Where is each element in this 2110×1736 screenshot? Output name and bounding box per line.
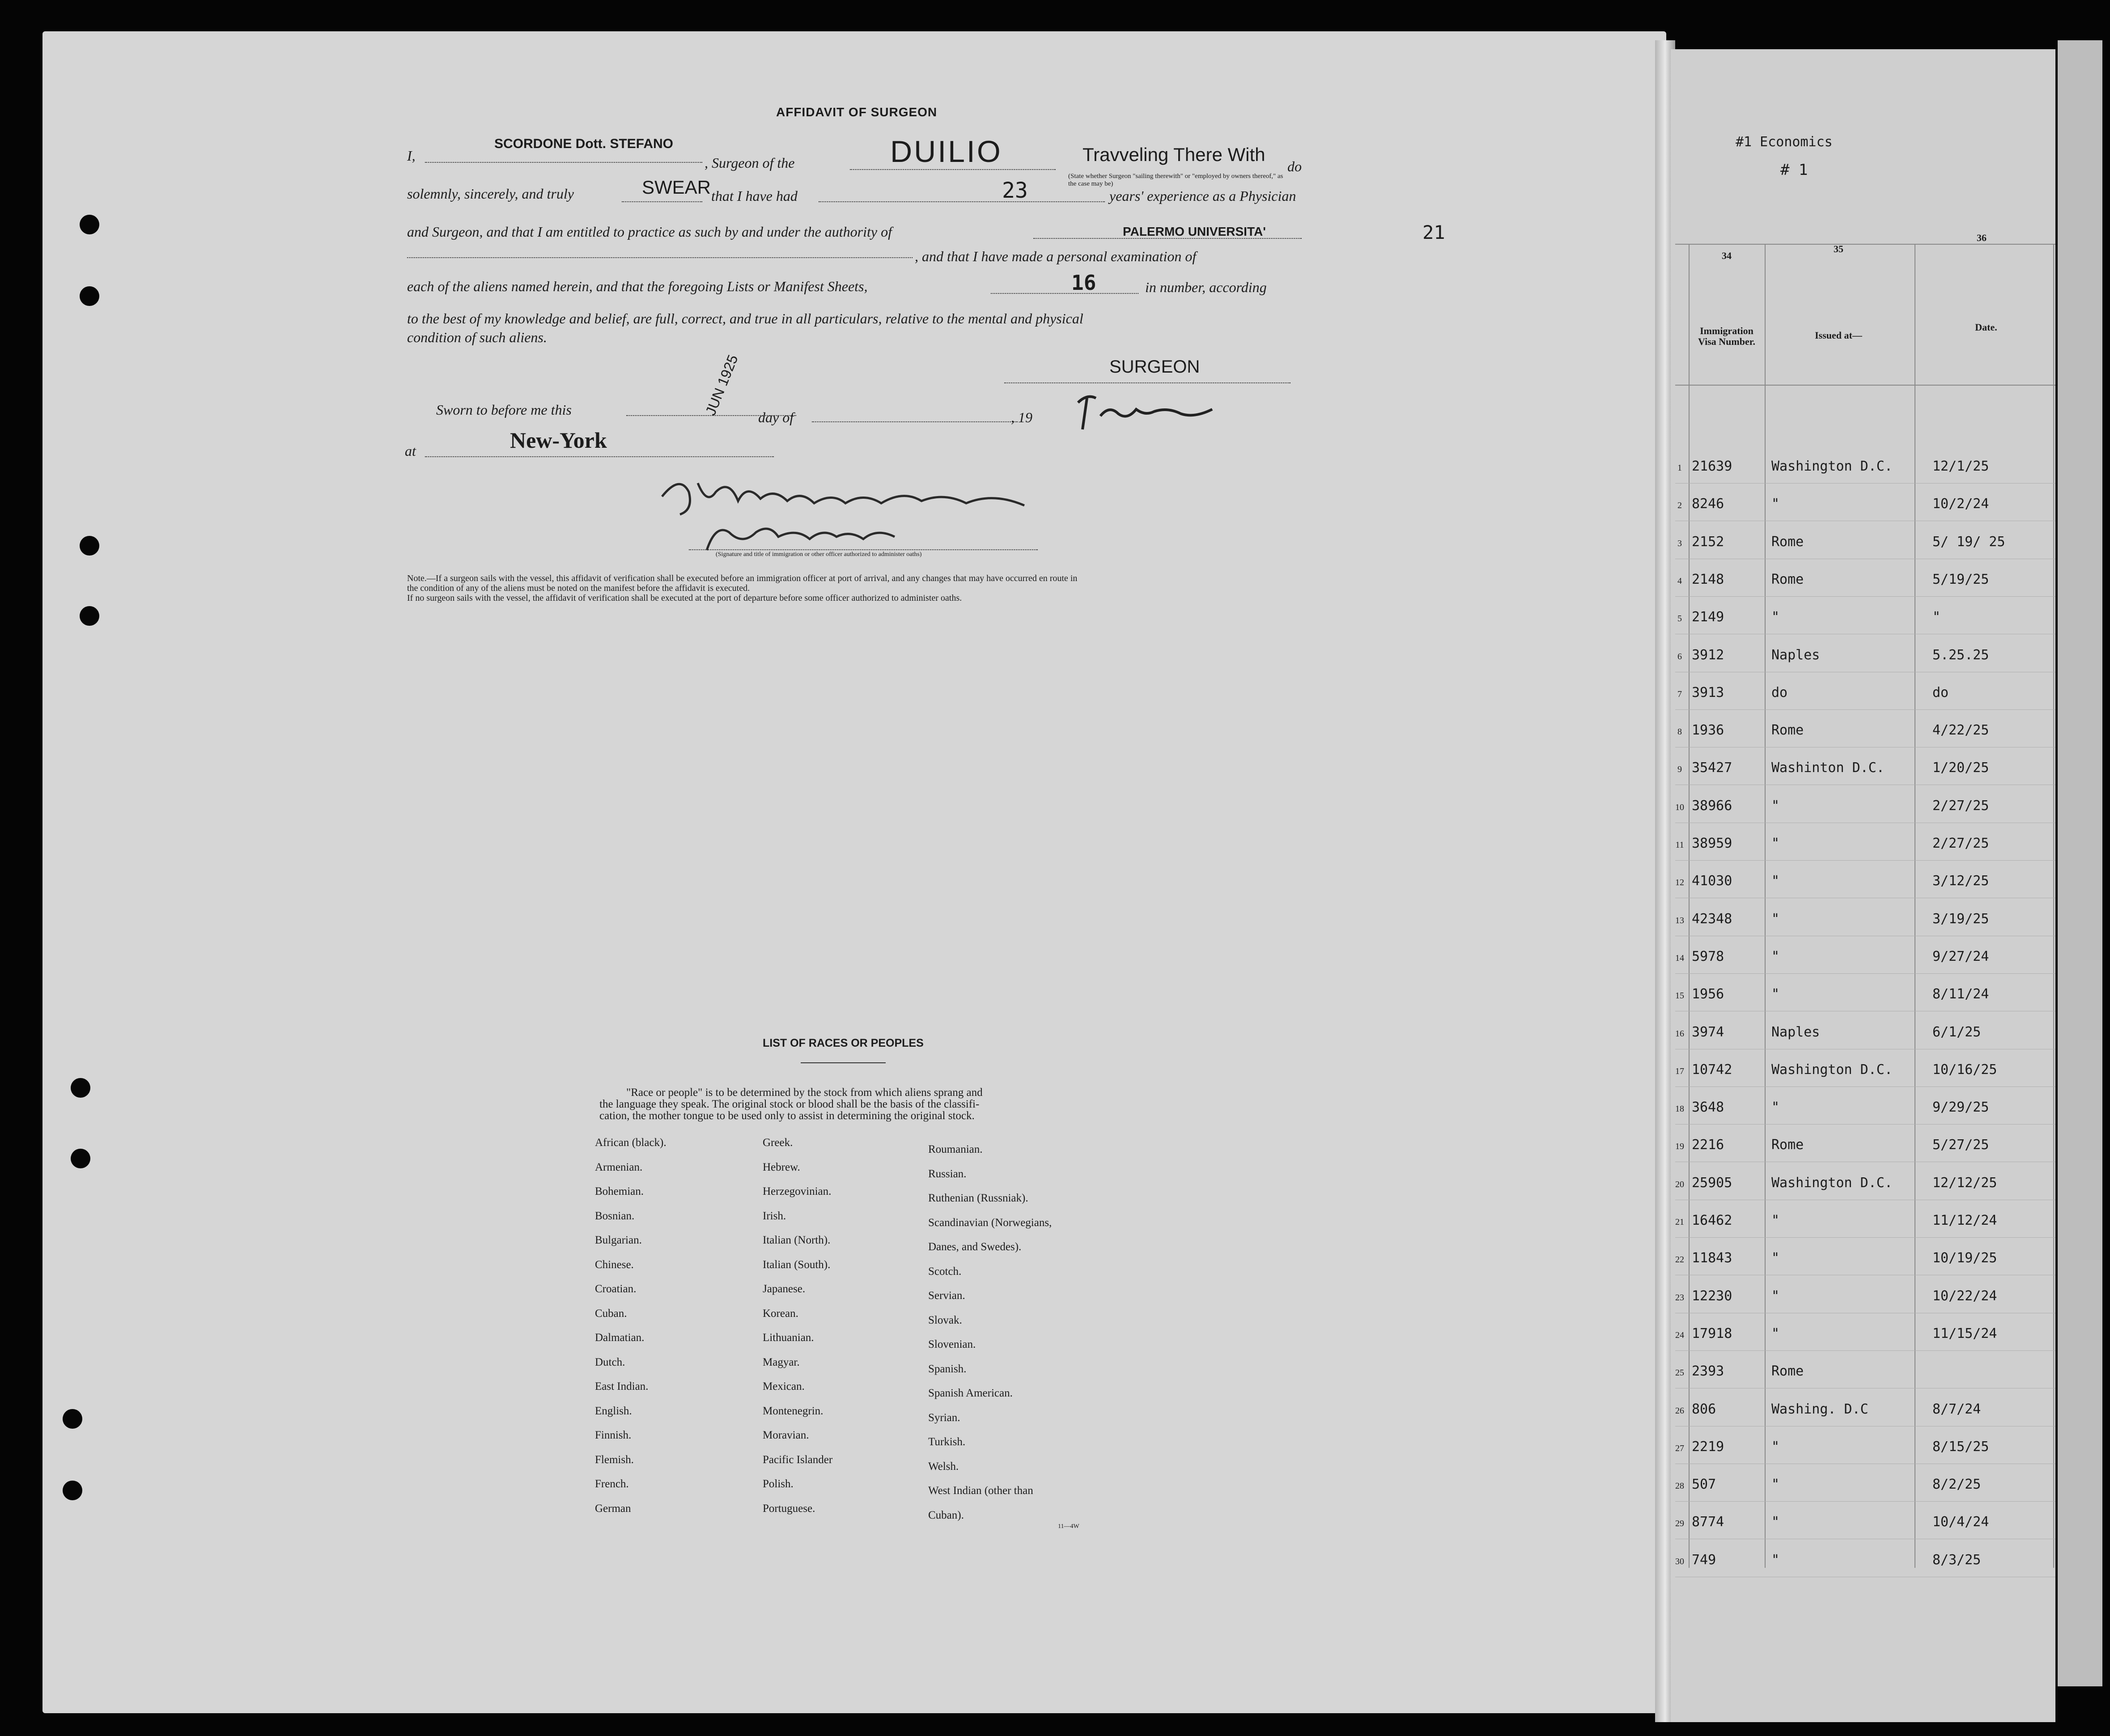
- visa-date: 10/19/25: [1932, 1250, 1997, 1266]
- race-entry: Pacific Islander: [763, 1453, 833, 1466]
- visa-number: 38959: [1692, 836, 1732, 851]
- intro-line: the language they speak. The original stock or blood shall be the basis of the classifi-: [599, 1098, 980, 1110]
- col-number-36: 36: [1977, 232, 1987, 243]
- race-entry: Slovak.: [928, 1314, 962, 1326]
- race-entry: Welsh.: [928, 1460, 959, 1473]
- race-entry: Dutch.: [595, 1356, 625, 1368]
- issued-at: ": [1771, 1213, 1780, 1228]
- row-rule: [1675, 1237, 2055, 1238]
- row-number: 11: [1675, 840, 1684, 850]
- visa-number: 3974: [1692, 1024, 1724, 1040]
- issued-at: ": [1771, 1250, 1780, 1266]
- visa-number: 8774: [1692, 1514, 1724, 1530]
- visa-date: 12/1/25: [1932, 458, 1989, 474]
- issued-at: ": [1771, 1477, 1780, 1492]
- row-number: 25: [1675, 1368, 1684, 1378]
- text-i: I,: [407, 148, 416, 164]
- issued-at: Rome: [1771, 1363, 1804, 1379]
- row-number: 30: [1675, 1557, 1684, 1566]
- race-entry: Armenian.: [595, 1161, 643, 1173]
- visa-number: 3648: [1692, 1099, 1724, 1115]
- race-entry: Flemish.: [595, 1453, 634, 1466]
- place-value: New-York: [510, 428, 607, 453]
- text-solemnly: solemnly, sincerely, and truly: [407, 186, 574, 202]
- visa-number: 2219: [1692, 1439, 1724, 1455]
- officer-signature: [653, 465, 1065, 559]
- race-entry: Herzegovinian.: [763, 1185, 832, 1197]
- visa-date: 10/16/25: [1932, 1062, 1997, 1078]
- races-intro: [599, 1087, 1105, 1122]
- row-number: 9: [1677, 764, 1682, 774]
- race-entry: West Indian (other than: [928, 1485, 1033, 1497]
- issued-at: ": [1771, 1439, 1780, 1455]
- col-number-35: 35: [1834, 243, 1843, 255]
- authority-value: PALERMO UNIVERSITA': [1123, 225, 1266, 238]
- text-years-experience: years' experience as a Physician: [1109, 188, 1296, 204]
- race-entry: Russian.: [928, 1167, 967, 1180]
- row-number: 2: [1677, 501, 1682, 510]
- row-number: 12: [1675, 878, 1684, 887]
- visa-date: 3/19/25: [1932, 911, 1989, 927]
- visa-date: 5/ 19/ 25: [1932, 534, 2005, 550]
- table-row: [1673, 1401, 2058, 1428]
- visa-date: 12/12/25: [1932, 1175, 1997, 1191]
- text-year-prefix: , 19: [1011, 409, 1032, 425]
- text-in-number: in number, according: [1145, 279, 1267, 295]
- issued-at: Washing. D.C: [1771, 1401, 1868, 1417]
- issued-at: ": [1771, 911, 1780, 927]
- visa-date: 8/7/24: [1932, 1401, 1981, 1417]
- text-have-had: that I have had: [711, 188, 798, 204]
- visa-number: 1936: [1692, 722, 1724, 738]
- table-row: [1673, 1326, 2058, 1353]
- row-number: 10: [1675, 802, 1684, 812]
- issued-at: ": [1771, 798, 1780, 814]
- race-entry: Mexican.: [763, 1380, 805, 1392]
- race-entry: Bulgarian.: [595, 1234, 642, 1246]
- table-row: [1673, 722, 2058, 749]
- visa-date: 10/22/24: [1932, 1288, 1997, 1304]
- race-entry: Spanish American.: [928, 1387, 1013, 1399]
- list-number: # 1: [1780, 161, 1808, 179]
- issued-at: ": [1771, 1552, 1780, 1568]
- visa-date: 5.25.25: [1932, 647, 1989, 663]
- form-number: 11—4W: [1058, 1523, 1079, 1530]
- table-row: [1673, 685, 2058, 712]
- race-entry: Greek.: [763, 1137, 793, 1149]
- table-row: [1673, 496, 2058, 523]
- race-entry: French.: [595, 1478, 629, 1490]
- table-row: [1673, 1477, 2058, 1503]
- table-row: [1673, 1137, 2058, 1164]
- page-edge-strip: [2058, 40, 2102, 1686]
- race-entry: Spanish.: [928, 1362, 967, 1375]
- intro-line: "Race or people" is to be determined by the stock from which aliens sprang and: [626, 1087, 983, 1099]
- visa-number: 806: [1692, 1401, 1716, 1417]
- row-number: 22: [1675, 1255, 1684, 1265]
- race-entry: Portuguese.: [763, 1502, 815, 1515]
- race-entry: Japanese.: [763, 1283, 806, 1295]
- visa-date: 1/20/25: [1932, 760, 1989, 776]
- visa-number: 10742: [1692, 1062, 1732, 1078]
- text-surgeon-of: , Surgeon of the: [705, 155, 795, 171]
- issued-at: ": [1771, 1288, 1780, 1304]
- visa-date: 9/27/24: [1932, 949, 1989, 964]
- table-row: [1673, 949, 2058, 976]
- visa-date: 10/4/24: [1932, 1514, 1989, 1530]
- visa-number: 11843: [1692, 1250, 1732, 1266]
- binder-hole: [71, 1149, 90, 1168]
- row-rule: [1675, 596, 2055, 597]
- header-issued-at: Issued at—: [1815, 330, 1862, 341]
- issued-at: ": [1771, 873, 1780, 889]
- race-entry: Polish.: [763, 1478, 794, 1490]
- text-authority: and Surgeon, and that I am entitled to practice as such by and under the authority of: [407, 224, 892, 240]
- table-row: [1673, 873, 2058, 900]
- issued-at: Washington D.C.: [1771, 1062, 1893, 1078]
- races-column-2: [763, 1136, 915, 1526]
- visa-number: 2216: [1692, 1137, 1724, 1153]
- race-entry: Turkish.: [928, 1436, 966, 1448]
- note-line: Note.—If a surgeon sails with the vessel, this affidavit of verification shall be executed before an immigration officer at port of arrival, and any changes that may have occurred en route in: [407, 573, 1078, 583]
- issued-at: Naples: [1771, 1024, 1820, 1040]
- note-line: the condition of any of the aliens must be noted on the manifest before the affidavit is executed.: [407, 583, 750, 593]
- text-sworn: Sworn to before me this: [436, 402, 572, 418]
- row-number: 3: [1677, 539, 1682, 548]
- header-visa-number: Immigration Visa Number.: [1698, 325, 1755, 347]
- visa-number: 2393: [1692, 1363, 1724, 1379]
- issued-at: ": [1771, 986, 1780, 1002]
- issued-at: ": [1771, 1514, 1780, 1530]
- text-at: at: [405, 443, 416, 459]
- row-number: 14: [1675, 953, 1684, 963]
- row-rule: [1675, 709, 2055, 710]
- issued-at: ": [1771, 949, 1780, 964]
- visa-date: ": [1932, 609, 1941, 625]
- race-entry: Korean.: [763, 1307, 798, 1320]
- row-number: 20: [1675, 1180, 1684, 1189]
- text-each-alien: each of the aliens named herein, and that the foregoing Lists or Manifest Sheets,: [407, 278, 868, 294]
- race-entry: Irish.: [763, 1210, 786, 1222]
- table-row: [1673, 1288, 2058, 1315]
- race-entry: Slovenian.: [928, 1338, 976, 1350]
- row-number: 28: [1675, 1481, 1684, 1491]
- visa-number: 2152: [1692, 534, 1724, 550]
- row-number: 16: [1675, 1029, 1684, 1039]
- visa-date: 9/29/25: [1932, 1099, 1989, 1115]
- issued-at: ": [1771, 1326, 1780, 1341]
- visa-date: 4/22/25: [1932, 722, 1989, 738]
- col-number-34: 34: [1722, 250, 1732, 261]
- row-number: 4: [1677, 576, 1682, 586]
- race-entry: Croatian.: [595, 1283, 637, 1295]
- issued-at: Rome: [1771, 572, 1804, 587]
- table-row: [1673, 836, 2058, 862]
- race-entry: Magyar.: [763, 1356, 800, 1368]
- race-entry: Bosnian.: [595, 1210, 635, 1222]
- row-number: 5: [1677, 614, 1682, 624]
- races-column-3: [928, 1143, 1107, 1533]
- class-note: #1 Economics: [1736, 134, 1833, 150]
- table-row: [1673, 911, 2058, 938]
- race-entry: German: [595, 1502, 631, 1515]
- visa-date: 8/2/25: [1932, 1477, 1981, 1492]
- issued-at: ": [1771, 836, 1780, 851]
- row-number: 27: [1675, 1443, 1684, 1453]
- race-entry: Hebrew.: [763, 1161, 800, 1173]
- signature-caption: (Signature and title of immigration or other officer authorized to administer oaths): [716, 551, 922, 558]
- issued-at: Washinton D.C.: [1771, 760, 1885, 776]
- visa-date: do: [1932, 685, 1949, 700]
- visa-date: 3/12/25: [1932, 873, 1989, 889]
- issued-at: Rome: [1771, 1137, 1804, 1153]
- visa-date: 8/11/24: [1932, 986, 1989, 1002]
- race-entry: Dalmatian.: [595, 1332, 645, 1344]
- row-number: 19: [1675, 1142, 1684, 1151]
- visa-number: 2148: [1692, 572, 1724, 587]
- race-entry: Montenegrin.: [763, 1405, 824, 1417]
- row-rule: [1675, 973, 2055, 974]
- race-entry: Bohemian.: [595, 1185, 644, 1197]
- row-number: 17: [1675, 1066, 1684, 1076]
- visa-date: 11/15/24: [1932, 1326, 1997, 1341]
- race-entry: Moravian.: [763, 1429, 809, 1441]
- row-number: 26: [1675, 1406, 1684, 1416]
- table-row: [1673, 534, 2058, 561]
- intro-line: cation, the mother tongue to be used only to assist in determining the original stock.: [599, 1110, 975, 1122]
- visa-date: 8/3/25: [1932, 1552, 1981, 1568]
- issued-at: Rome: [1771, 722, 1804, 738]
- visa-date: 2/27/25: [1932, 798, 1989, 814]
- visa-number: 1956: [1692, 986, 1724, 1002]
- table-row: [1673, 647, 2058, 674]
- race-entry: Ruthenian (Russniak).: [928, 1192, 1028, 1204]
- row-number: 18: [1675, 1104, 1684, 1114]
- table-row: [1673, 1213, 2058, 1239]
- visa-number: 3912: [1692, 647, 1724, 663]
- text-personal-exam: , and that I have made a personal examination of: [915, 248, 1197, 264]
- visa-number: 35427: [1692, 760, 1732, 776]
- issued-at: Naples: [1771, 647, 1820, 663]
- visa-number: 507: [1692, 1477, 1716, 1492]
- years-value: 23: [1002, 178, 1028, 203]
- race-entry: Lithuanian.: [763, 1332, 814, 1344]
- race-entry: Syrian.: [928, 1411, 960, 1424]
- table-row: [1673, 798, 2058, 825]
- table-row: [1673, 1175, 2058, 1202]
- race-entry: Danes, and Swedes).: [928, 1241, 1022, 1253]
- visa-number: 2149: [1692, 609, 1724, 625]
- header-date: Date.: [1975, 322, 1997, 333]
- text-condition: condition of such aliens.: [407, 329, 547, 345]
- table-row: [1673, 458, 2058, 485]
- visa-date: 5/19/25: [1932, 572, 1989, 587]
- row-rule: [1675, 1124, 2055, 1125]
- binder-hole: [80, 215, 99, 234]
- text-do: do: [1287, 158, 1302, 174]
- binder-hole: [63, 1481, 82, 1500]
- race-entry: Italian (South).: [763, 1258, 831, 1271]
- affidavit-title: AFFIDAVIT OF SURGEON: [776, 105, 938, 119]
- binder-hole: [80, 606, 99, 626]
- swear-stamp: SWEAR: [642, 177, 711, 198]
- issued-at: Rome: [1771, 534, 1804, 550]
- date-stamp: JUN 1925: [702, 352, 741, 418]
- row-rule: [1675, 860, 2055, 861]
- issued-at: Washington D.C.: [1771, 458, 1893, 474]
- table-row: [1673, 1250, 2058, 1277]
- visa-number: 3913: [1692, 685, 1724, 700]
- table-row: [1673, 1552, 2058, 1579]
- visa-number: 749: [1692, 1552, 1716, 1568]
- table-row: [1673, 1439, 2058, 1466]
- race-entry: Servian.: [928, 1290, 965, 1302]
- binder-hole: [80, 286, 99, 306]
- row-rule: [1675, 1501, 2055, 1502]
- visa-number: 8246: [1692, 496, 1724, 512]
- row-number: 15: [1675, 991, 1684, 1001]
- race-entry: English.: [595, 1405, 632, 1417]
- visa-number: 38966: [1692, 798, 1732, 814]
- state-note: (State whether Surgeon "sailing therewith" or "employed by owners thereof," as the case may be): [1068, 173, 1283, 187]
- issued-at: ": [1771, 496, 1780, 512]
- row-number: 24: [1675, 1330, 1684, 1340]
- row-rule: [1675, 1350, 2055, 1351]
- visa-date: 10/2/24: [1932, 496, 1989, 512]
- table-row: [1673, 609, 2058, 636]
- surgeon-name: SCORDONE Dott. STEFANO: [494, 136, 674, 151]
- table-row: [1673, 1363, 2058, 1390]
- race-entry: Scotch.: [928, 1265, 962, 1278]
- binder-hole: [63, 1409, 82, 1429]
- race-entry: Cuban).: [928, 1509, 964, 1521]
- races-title: LIST OF RACES OR PEOPLES: [763, 1037, 924, 1049]
- visa-number: 42348: [1692, 911, 1732, 927]
- visa-date: 11/12/24: [1932, 1213, 1997, 1228]
- sheets-value: 16: [1071, 271, 1096, 295]
- binder-hole: [71, 1078, 90, 1098]
- visa-number: 16462: [1692, 1213, 1732, 1228]
- race-entry: African (black).: [595, 1137, 667, 1149]
- text-knowledge: to the best of my knowledge and belief, are full, correct, and true in all particulars, relative to the mental and physical: [407, 310, 1083, 327]
- race-entry: Scandinavian (Norwegians,: [928, 1216, 1052, 1229]
- row-number: 1: [1677, 463, 1682, 473]
- visa-date: 5/27/25: [1932, 1137, 1989, 1153]
- table-row: [1673, 1062, 2058, 1089]
- issued-at: ": [1771, 609, 1780, 625]
- visa-number: 17918: [1692, 1326, 1732, 1341]
- traveling-stamp: Travveling There With: [1083, 144, 1265, 165]
- issued-at: Washington D.C.: [1771, 1175, 1893, 1191]
- race-entry: Italian (North).: [763, 1234, 831, 1246]
- table-row: [1673, 760, 2058, 787]
- visa-date: 6/1/25: [1932, 1024, 1981, 1040]
- note-line: If no surgeon sails with the vessel, the affidavit of verification shall be executed at the port of departure before some officer authorized to administer oaths.: [407, 593, 962, 603]
- race-entry: East Indian.: [595, 1380, 649, 1392]
- issued-at: ": [1771, 1099, 1780, 1115]
- visa-date: 2/27/25: [1932, 836, 1989, 851]
- vessel-name: DUILIO: [890, 135, 1002, 169]
- visa-number: 21639: [1692, 458, 1732, 474]
- row-number: 21: [1675, 1217, 1684, 1227]
- row-number: 7: [1677, 689, 1682, 699]
- table-row: [1673, 1514, 2058, 1541]
- race-entry: Roumanian.: [928, 1143, 983, 1155]
- table-row: [1673, 986, 2058, 1013]
- races-column-1: [595, 1136, 747, 1526]
- table-row: [1673, 1099, 2058, 1126]
- side-number: 21: [1422, 221, 1445, 243]
- race-entry: Chinese.: [595, 1258, 634, 1271]
- visa-number: 41030: [1692, 873, 1732, 889]
- visa-number: 12230: [1692, 1288, 1732, 1304]
- table-row: [1673, 1024, 2058, 1051]
- row-number: 23: [1675, 1293, 1684, 1303]
- surgeon-stamp: SURGEON: [1109, 357, 1200, 377]
- binder-hole: [80, 536, 99, 556]
- affidavit-note: [407, 573, 1302, 603]
- visa-number: 25905: [1692, 1175, 1732, 1191]
- issued-at: do: [1771, 685, 1788, 700]
- row-number: 13: [1675, 916, 1684, 925]
- visa-date: 8/15/25: [1932, 1439, 1989, 1455]
- row-number: 8: [1677, 727, 1682, 737]
- visa-number: 5978: [1692, 949, 1724, 964]
- table-row: [1673, 572, 2058, 598]
- text-day-of: day of: [758, 409, 794, 425]
- row-rule: [1675, 483, 2055, 484]
- race-entry: Cuban.: [595, 1307, 627, 1320]
- row-number: 6: [1677, 652, 1682, 662]
- race-entry: Finnish.: [595, 1429, 632, 1441]
- surgeon-signature: [1069, 389, 1230, 434]
- row-number: 29: [1675, 1519, 1684, 1528]
